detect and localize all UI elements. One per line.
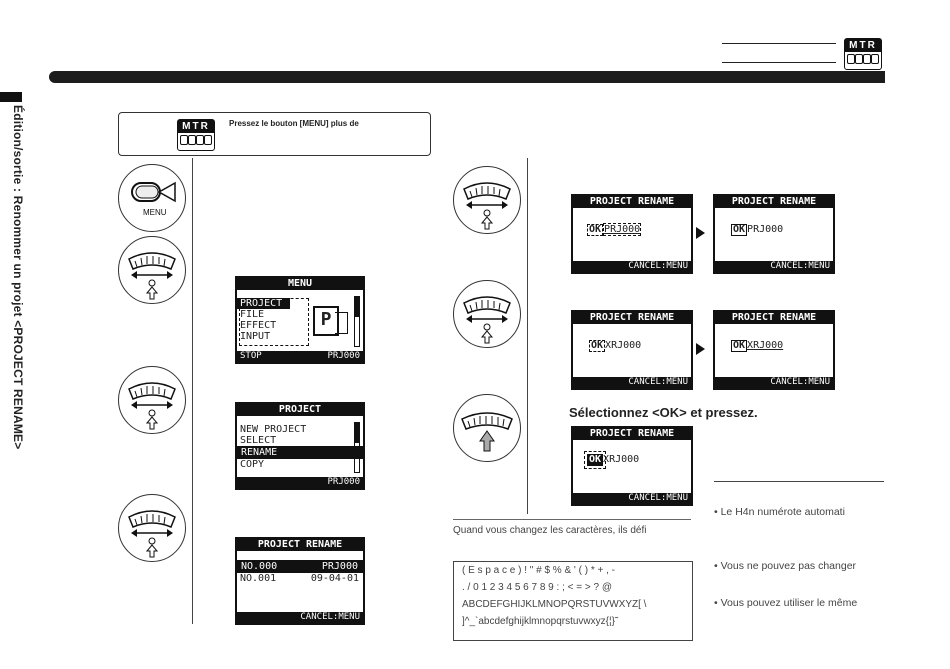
note-bullet: • Le H4n numérote automati [714, 506, 845, 518]
footer-project: PRJ000 [327, 477, 360, 487]
menu-item-input: INPUT [240, 331, 271, 342]
lcd-rename-b2 [713, 310, 835, 390]
chars-note: Quand vous changez les caractères, ils défi [453, 525, 647, 536]
menu-item-file: FILE [240, 309, 265, 320]
instruction-box [118, 112, 431, 156]
lcd-project-screen [235, 402, 365, 490]
menu-label: MENU [143, 208, 167, 217]
rename-field [731, 224, 783, 236]
charset-line: . / 0 1 2 3 4 5 6 7 8 9 : ; < = > ? @ [462, 582, 612, 593]
name-value: XRJ000 [605, 340, 642, 351]
ok-box-selected: OK [589, 454, 602, 465]
project-folder-icon: P [313, 306, 339, 336]
lcd-title: PROJECT RENAME [573, 312, 691, 324]
lcd-scrollbar [354, 296, 360, 347]
rename-field [587, 454, 639, 466]
lcd-title: PROJECT RENAME [715, 312, 833, 324]
instruction-text: Pressez le bouton [MENU] plus de [229, 119, 359, 128]
lcd-title: PROJECT RENAME [573, 196, 691, 208]
row-value: PRJ000 [321, 561, 358, 572]
name-value: PRJ000 [747, 224, 784, 235]
note-bullet: • Vous ne pouvez pas changer [714, 560, 857, 572]
row-number: NO.000 [241, 561, 278, 572]
footer-cancel: CANCEL:MENU [300, 612, 360, 622]
row-number: NO.001 [240, 573, 277, 584]
ok-box: OK [591, 340, 604, 351]
select-ok-heading: Sélectionnez <OK> et pressez. [569, 405, 758, 420]
note-bullet: • Vous pouvez utiliser le même [714, 597, 858, 609]
charset-line: ]^_`abcdefghijklmnopqrstuvwxyz{¦}˜ [462, 616, 619, 627]
menu-button-icon [118, 164, 186, 232]
rename-field [589, 340, 641, 352]
lcd-title: PROJECT RENAME [573, 428, 691, 440]
scroll-wheel-icon [118, 366, 186, 434]
side-title: Édition/sortie : Renommer un projet <PROJECT RENAME> [11, 105, 25, 450]
scroll-wheel-icon [453, 280, 521, 348]
footer-stop: STOP [240, 351, 262, 361]
menu-item-rename: RENAME [237, 446, 363, 459]
footer-project: PRJ000 [327, 351, 360, 361]
footer-cancel: CANCEL:MENU [770, 261, 830, 271]
lcd-rename-a2 [713, 194, 835, 274]
notes-rule [453, 519, 691, 520]
lcd-title: MENU [237, 278, 363, 290]
rename-row-selected [237, 560, 363, 573]
rename-field [731, 340, 783, 352]
lcd-scrollbar [354, 422, 360, 473]
next-arrow-icon [696, 343, 705, 355]
name-value: PRJ000 [604, 224, 641, 235]
ok-box: OK [733, 224, 746, 235]
footer-cancel: CANCEL:MENU [628, 377, 688, 387]
lcd-title: PROJECT [237, 404, 363, 416]
charset-line: ( E s p a c e ) ! " # $ % & ' ( ) * + , - [462, 565, 616, 576]
lcd-menu-screen [235, 276, 365, 364]
mtr-badge-label: MTR [178, 120, 214, 133]
footer-cancel: CANCEL:MENU [628, 493, 688, 503]
mtr-badge-icon [177, 119, 215, 151]
lcd-rename-a1 [571, 194, 693, 274]
rename-field [587, 224, 641, 236]
mtr-badge-label: MTR [845, 39, 881, 52]
column-divider-right [527, 158, 528, 514]
ok-box: OK [589, 224, 602, 235]
footer-cancel: CANCEL:MENU [770, 377, 830, 387]
lcd-rename-c [571, 426, 693, 506]
ok-box: OK [733, 340, 746, 351]
footer-cancel: CANCEL:MENU [628, 261, 688, 271]
lcd-title: PROJECT RENAME [237, 539, 363, 551]
column-divider-left [192, 158, 193, 624]
scroll-wheel-icon [453, 166, 521, 234]
menu-item-select: SELECT [240, 435, 277, 446]
header-rule-2 [722, 62, 836, 63]
mtr-badge-icon [844, 38, 882, 70]
name-value: XRJ000 [747, 340, 784, 351]
lcd-rename-list-screen [235, 537, 365, 625]
rename-row [237, 573, 363, 584]
next-arrow-icon [696, 227, 705, 239]
row-value: 09-04-01 [310, 573, 359, 584]
charset-box [453, 561, 693, 641]
name-value: XRJ000 [603, 454, 640, 465]
lcd-title: PROJECT RENAME [715, 196, 833, 208]
side-tab-marker [0, 92, 22, 102]
menu-item-project: PROJECT [237, 298, 290, 309]
lcd-rename-b1 [571, 310, 693, 390]
menu-item-effect: EFFECT [240, 320, 277, 331]
menu-item-new-project: NEW PROJECT [240, 424, 307, 435]
notes-rule-right [714, 481, 884, 482]
header-rule-1 [722, 43, 836, 44]
press-wheel-icon [453, 394, 521, 462]
scroll-wheel-icon [118, 494, 186, 562]
header-bar [55, 71, 885, 83]
menu-item-copy: COPY [240, 459, 265, 470]
scroll-wheel-icon [118, 236, 186, 304]
charset-line: ABCDEFGHIJKLMNOPQRSTUVWXYZ[ \ [462, 599, 647, 610]
